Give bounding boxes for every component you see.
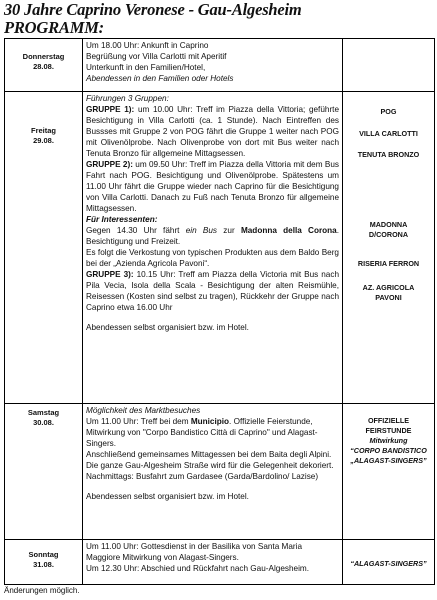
side-cell-saturday — [343, 404, 435, 540]
group-label: GRUPPE 3): — [86, 270, 134, 279]
day-cell-friday — [5, 92, 83, 404]
group-label: GRUPPE 1): — [86, 105, 135, 114]
side-cell-thursday — [343, 39, 435, 92]
row-saturday — [5, 404, 435, 540]
side-label: PAVONI — [375, 293, 402, 302]
desc-cell-sunday — [83, 540, 343, 585]
group-2-text — [86, 159, 339, 214]
footer-note: Änderungen möglich. — [4, 586, 80, 595]
text-line: Um 18.00 Uhr: Ankunft in Caprino — [86, 41, 209, 50]
section-heading: Möglichkeit des Marktbesuches — [86, 406, 201, 415]
desc-cell-thursday — [83, 39, 343, 92]
day-name: Samstag — [27, 408, 60, 417]
text-part: Madonna della Corona — [240, 226, 337, 235]
group-1-text — [86, 104, 339, 159]
interest-text-2: Es folgt die Verkostung von typischen Produkten aus dem Baldo Berg bei der „Azienda Agricola Pavoni“. — [86, 248, 339, 268]
side-cell-friday — [343, 92, 435, 404]
side-label: VILLA CARLOTTI — [359, 129, 418, 138]
side-label: POG — [380, 107, 397, 116]
text-part: Gegen 14.30 Uhr fährt — [86, 226, 186, 235]
day-cell-thursday — [5, 39, 83, 92]
side-label: „ALAGAST-SINGERS” — [350, 456, 427, 465]
side-label: “CORPO BANDISTICO — [350, 446, 427, 455]
desc-cell-saturday — [83, 404, 343, 540]
day-name: Donnerstag — [22, 52, 65, 61]
spacer — [86, 313, 339, 322]
interest-heading: Für Interessenten: — [86, 215, 158, 224]
desc-cell-friday — [83, 92, 343, 404]
text-part: Municipio — [190, 417, 230, 426]
row-sunday — [5, 540, 435, 585]
group-desc: um 09.50 Uhr: Treff im Piazza della Vittoria mit dem Bus Fahrt nach POG. Besichtigung und Olivenölprobe. Spätestens um 11.00 Uhr fährt die Gruppe wieder nach Caprino für die Besichtigung von Villa Carlotti. Danach zu Fuß nach Tenuta Bronzo für allgemeine Mittagsessen. — [86, 160, 339, 213]
spacer — [86, 482, 339, 491]
side-label: “ALAGAST-SINGERS” — [350, 559, 427, 568]
text-part: ein Bus — [185, 226, 218, 235]
text-part: Um 11.00 Uhr: Treff bei dem — [86, 417, 191, 426]
group-3-text — [86, 269, 339, 313]
text-line: Maggiore Mitwirkung von Alagast-Singers. — [86, 553, 239, 562]
text-line: Unterkunft in den Familien/Hotel, — [86, 63, 206, 72]
page-title: 30 Jahre Caprino Veronese - Gau-Algesheim — [4, 0, 302, 19]
text-line: Um 11.00 Uhr: Gottesdienst in der Basilika von Santa Maria — [86, 542, 303, 551]
day-date: 29.08. — [33, 136, 54, 145]
text-part: . Offizielle Feierstunde, Mitwirkung von "Corpo Bandistico Città di Caprino" und Alagast-Singers. — [86, 417, 318, 448]
text-line: Um 12.30 Uhr: Abschied und Rückfahrt nach Gau-Algesheim. — [86, 564, 309, 573]
day-name: Freitag — [30, 126, 56, 135]
text-line: Anschließend gemeinsames Mittagessen bei dem Baita degli Alpini. — [86, 450, 332, 459]
text-line: Die ganze Gau-Algesheim Straße wird für die Gelegenheit dekoriert. — [86, 461, 334, 470]
text-line: Begrüßung vor Villa Carlotti mit Aperitif — [86, 52, 227, 61]
dinner-note: Abendessen selbst organisiert bzw. im Hotel. — [86, 323, 249, 332]
day-cell-sunday — [5, 540, 83, 585]
text-line: Nachmittags: Busfahrt zum Gardasee (Garda/Bardolino/ Lazise) — [86, 472, 319, 481]
group-label: GRUPPE 2): — [86, 160, 133, 169]
side-label: TENUTA BRONZO — [357, 150, 420, 159]
day-date: 31.08. — [33, 560, 54, 569]
group-desc: 10.15 Uhr: Treff am Piazza della Victoria mit Bus nach Pila Vecia, Isola della Scala - Besichtigung der alten Reismühle, Reisessen (Kosten sind selbst zu tragen), Rückkehr der Gruppe nach Caprino etwa 16.00 Uhr — [86, 270, 340, 312]
text-line: Abendessen in den Familien oder Hotels — [86, 74, 234, 83]
dinner-note: Abendessen selbst organisiert bzw. im Hotel. — [86, 492, 249, 501]
side-label: AZ. AGRICOLA — [362, 283, 415, 292]
side-label: RISERIA FERRON — [357, 259, 420, 268]
day-cell-saturday — [5, 404, 83, 540]
section-heading: Führungen 3 Gruppen: — [86, 94, 169, 103]
row-thursday — [5, 39, 435, 92]
text-part: zur — [217, 226, 241, 235]
day-name: Sonntag — [28, 550, 59, 559]
side-cell-sunday — [343, 540, 435, 585]
day-date: 28.08. — [33, 62, 54, 71]
side-label: FEIRSTUNDE — [365, 426, 412, 435]
interest-text — [86, 225, 339, 247]
side-label: D/CORONA — [368, 230, 409, 239]
group-desc: um 10.00 Uhr: Treff im Piazza della Vittoria; geführte Besichtigung in Villa Carlotti (ca. 1 Stunde). Nach Eintreffen des Bussses mit Gruppe 2 von POG fährt die Gruppe 1 weiter nach POG mit Olivenölprobe. Nach Olivenprobe von dort mit Bus weiter nach Tenuta Bronzo für allgemeine Mittagsessen. — [86, 105, 339, 158]
row-friday — [5, 92, 435, 404]
side-label: MADONNA — [369, 220, 408, 229]
side-label: Mitwirkung — [369, 436, 408, 445]
text-part: . Besichtigung und Freizeit. — [86, 226, 339, 246]
page-subtitle: PROGRAMM: — [4, 18, 104, 37]
text-line — [86, 416, 339, 449]
program-table — [4, 38, 435, 585]
day-date: 30.08. — [33, 418, 54, 427]
side-label: OFFIZIELLE — [367, 416, 410, 425]
